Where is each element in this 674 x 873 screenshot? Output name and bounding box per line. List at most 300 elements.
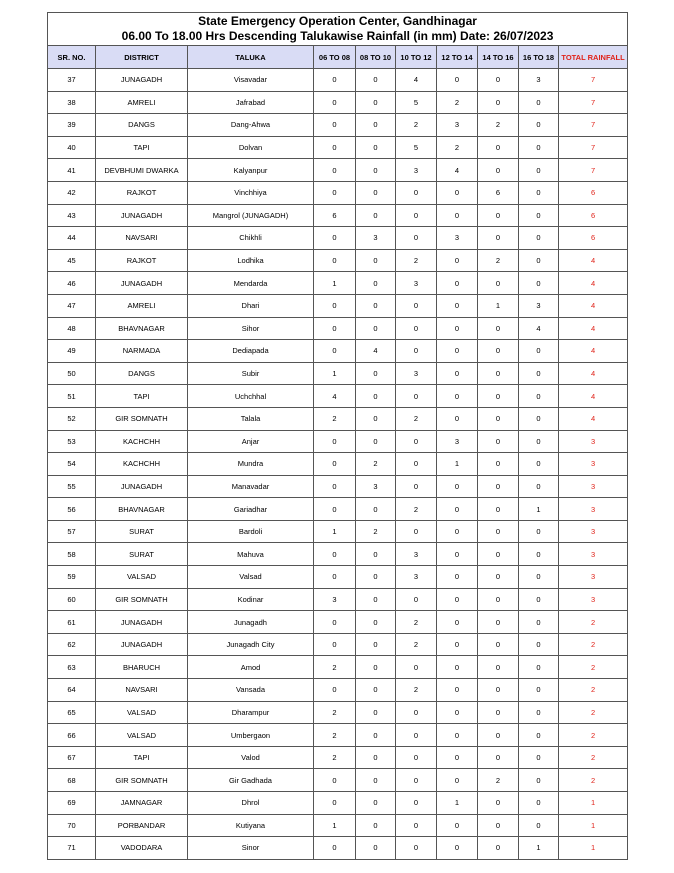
total-rainfall-cell: 2 — [559, 679, 628, 702]
h14-16-cell: 0 — [478, 69, 519, 92]
h14-16-cell: 2 — [478, 114, 519, 137]
h16-18-cell: 0 — [519, 453, 559, 476]
h06-08-cell: 1 — [314, 814, 356, 837]
sr-no-cell: 55 — [48, 475, 96, 498]
rainfall-report — [47, 12, 627, 860]
h16-18-cell: 0 — [519, 656, 559, 679]
sr-no-cell: 58 — [48, 543, 96, 566]
sr-no-cell: 45 — [48, 249, 96, 272]
h10-12-cell: 0 — [396, 227, 437, 250]
h14-16-cell: 0 — [478, 611, 519, 634]
h12-14-cell: 1 — [437, 792, 478, 815]
h12-14-cell: 0 — [437, 769, 478, 792]
table-row — [48, 588, 628, 611]
h14-16-cell: 0 — [478, 272, 519, 295]
district-cell: SURAT — [96, 520, 188, 543]
h12-14-cell: 0 — [437, 656, 478, 679]
taluka-cell: Amod — [188, 656, 314, 679]
sr-no-cell: 67 — [48, 746, 96, 769]
h08-10-cell: 0 — [356, 136, 396, 159]
h16-18-cell: 0 — [519, 91, 559, 114]
h06-08-cell: 0 — [314, 566, 356, 589]
table-row — [48, 159, 628, 182]
district-cell: DANGS — [96, 114, 188, 137]
h16-18-cell: 1 — [519, 498, 559, 521]
sr-no-cell: 41 — [48, 159, 96, 182]
table-row — [48, 407, 628, 430]
h06-08-cell: 0 — [314, 136, 356, 159]
sr-no-cell: 63 — [48, 656, 96, 679]
taluka-cell: Kodinar — [188, 588, 314, 611]
h08-10-cell: 0 — [356, 769, 396, 792]
total-rainfall-cell: 4 — [559, 340, 628, 363]
district-cell: JAMNAGAR — [96, 792, 188, 815]
h12-14-cell: 0 — [437, 317, 478, 340]
h06-08-cell: 0 — [314, 498, 356, 521]
h12-14-cell: 0 — [437, 520, 478, 543]
h16-18-cell: 0 — [519, 385, 559, 408]
sr-no-cell: 52 — [48, 407, 96, 430]
total-rainfall-cell: 3 — [559, 498, 628, 521]
h16-18-cell: 1 — [519, 837, 559, 860]
h08-10-cell: 0 — [356, 656, 396, 679]
district-cell: GIR SOMNATH — [96, 588, 188, 611]
district-cell: JUNAGADH — [96, 204, 188, 227]
h16-18-cell: 4 — [519, 317, 559, 340]
header-16-to-18: 16 TO 18 — [519, 46, 559, 69]
total-rainfall-cell: 4 — [559, 407, 628, 430]
h06-08-cell: 0 — [314, 543, 356, 566]
h06-08-cell: 0 — [314, 249, 356, 272]
h14-16-cell: 0 — [478, 204, 519, 227]
table-row — [48, 69, 628, 92]
district-cell: VALSAD — [96, 566, 188, 589]
h06-08-cell: 3 — [314, 588, 356, 611]
district-cell: PORBANDAR — [96, 814, 188, 837]
total-rainfall-cell: 3 — [559, 453, 628, 476]
taluka-cell: Umbergaon — [188, 724, 314, 747]
title-line-2: 06.00 To 18.00 Hrs Descending Talukawise Rainfall (in mm) Date: 26/07/2023 — [121, 29, 554, 43]
total-rainfall-cell: 2 — [559, 701, 628, 724]
h06-08-cell: 0 — [314, 453, 356, 476]
h08-10-cell: 0 — [356, 679, 396, 702]
h14-16-cell: 0 — [478, 520, 519, 543]
header-district: DISTRICT — [96, 46, 188, 69]
sr-no-cell: 70 — [48, 814, 96, 837]
table-row — [48, 204, 628, 227]
h12-14-cell: 0 — [437, 385, 478, 408]
sr-no-cell: 50 — [48, 362, 96, 385]
h06-08-cell: 0 — [314, 679, 356, 702]
table-row — [48, 362, 628, 385]
h14-16-cell: 0 — [478, 543, 519, 566]
taluka-cell: Gir Gadhada — [188, 769, 314, 792]
h06-08-cell: 0 — [314, 227, 356, 250]
h16-18-cell: 0 — [519, 407, 559, 430]
h08-10-cell: 3 — [356, 227, 396, 250]
sr-no-cell: 39 — [48, 114, 96, 137]
h08-10-cell: 0 — [356, 701, 396, 724]
h10-12-cell: 2 — [396, 633, 437, 656]
total-rainfall-cell: 3 — [559, 475, 628, 498]
sr-no-cell: 44 — [48, 227, 96, 250]
total-rainfall-cell: 3 — [559, 588, 628, 611]
h14-16-cell: 1 — [478, 294, 519, 317]
h12-14-cell: 0 — [437, 611, 478, 634]
h10-12-cell: 0 — [396, 430, 437, 453]
h12-14-cell: 0 — [437, 543, 478, 566]
table-row — [48, 181, 628, 204]
district-cell: VADODARA — [96, 837, 188, 860]
table-row — [48, 227, 628, 250]
h16-18-cell: 0 — [519, 181, 559, 204]
total-rainfall-cell: 6 — [559, 181, 628, 204]
total-rainfall-cell: 4 — [559, 294, 628, 317]
total-rainfall-cell: 2 — [559, 769, 628, 792]
district-cell: GIR SOMNATH — [96, 769, 188, 792]
district-cell: BHAVNAGAR — [96, 498, 188, 521]
table-row — [48, 520, 628, 543]
sr-no-cell: 61 — [48, 611, 96, 634]
h06-08-cell: 2 — [314, 407, 356, 430]
h16-18-cell: 0 — [519, 566, 559, 589]
h10-12-cell: 0 — [396, 520, 437, 543]
h08-10-cell: 0 — [356, 249, 396, 272]
taluka-cell: Jafrabad — [188, 91, 314, 114]
taluka-cell: Gariadhar — [188, 498, 314, 521]
h10-12-cell: 3 — [396, 159, 437, 182]
total-rainfall-cell: 4 — [559, 272, 628, 295]
h10-12-cell: 0 — [396, 814, 437, 837]
sr-no-cell: 42 — [48, 181, 96, 204]
rainfall-table — [47, 12, 628, 860]
sr-no-cell: 54 — [48, 453, 96, 476]
district-cell: JUNAGADH — [96, 272, 188, 295]
total-rainfall-cell: 7 — [559, 114, 628, 137]
h16-18-cell: 0 — [519, 136, 559, 159]
h08-10-cell: 4 — [356, 340, 396, 363]
h06-08-cell: 0 — [314, 611, 356, 634]
h06-08-cell: 0 — [314, 475, 356, 498]
h14-16-cell: 0 — [478, 814, 519, 837]
total-rainfall-cell: 6 — [559, 227, 628, 250]
district-cell: SURAT — [96, 543, 188, 566]
h08-10-cell: 0 — [356, 91, 396, 114]
h16-18-cell: 0 — [519, 272, 559, 295]
h06-08-cell: 0 — [314, 633, 356, 656]
district-cell: NAVSARI — [96, 227, 188, 250]
h14-16-cell: 0 — [478, 136, 519, 159]
h10-12-cell: 2 — [396, 498, 437, 521]
table-row — [48, 430, 628, 453]
h16-18-cell: 0 — [519, 701, 559, 724]
h06-08-cell: 0 — [314, 91, 356, 114]
h10-12-cell: 0 — [396, 204, 437, 227]
h16-18-cell: 0 — [519, 588, 559, 611]
h08-10-cell: 0 — [356, 814, 396, 837]
sr-no-cell: 40 — [48, 136, 96, 159]
h06-08-cell: 4 — [314, 385, 356, 408]
h14-16-cell: 0 — [478, 407, 519, 430]
district-cell: BHARUCH — [96, 656, 188, 679]
h10-12-cell: 3 — [396, 362, 437, 385]
taluka-cell: Subir — [188, 362, 314, 385]
h10-12-cell: 0 — [396, 701, 437, 724]
h16-18-cell: 0 — [519, 475, 559, 498]
taluka-cell: Mundra — [188, 453, 314, 476]
report-title — [48, 13, 628, 46]
district-cell: RAJKOT — [96, 249, 188, 272]
h06-08-cell: 2 — [314, 701, 356, 724]
table-row — [48, 543, 628, 566]
total-rainfall-cell: 2 — [559, 724, 628, 747]
h06-08-cell: 0 — [314, 159, 356, 182]
h06-08-cell: 1 — [314, 520, 356, 543]
sr-no-cell: 65 — [48, 701, 96, 724]
h10-12-cell: 3 — [396, 543, 437, 566]
table-row — [48, 317, 628, 340]
h06-08-cell: 2 — [314, 724, 356, 747]
h12-14-cell: 0 — [437, 362, 478, 385]
district-cell: TAPI — [96, 385, 188, 408]
taluka-cell: Dharampur — [188, 701, 314, 724]
sr-no-cell: 59 — [48, 566, 96, 589]
h10-12-cell: 0 — [396, 453, 437, 476]
h08-10-cell: 0 — [356, 724, 396, 747]
h06-08-cell: 1 — [314, 362, 356, 385]
h12-14-cell: 3 — [437, 430, 478, 453]
table-row — [48, 498, 628, 521]
table-row — [48, 792, 628, 815]
h12-14-cell: 0 — [437, 701, 478, 724]
h06-08-cell: 6 — [314, 204, 356, 227]
h08-10-cell: 0 — [356, 204, 396, 227]
sr-no-cell: 56 — [48, 498, 96, 521]
h06-08-cell: 0 — [314, 837, 356, 860]
h14-16-cell: 0 — [478, 498, 519, 521]
h14-16-cell: 0 — [478, 91, 519, 114]
taluka-cell: Junagadh — [188, 611, 314, 634]
h14-16-cell: 0 — [478, 746, 519, 769]
total-rainfall-cell: 1 — [559, 792, 628, 815]
h14-16-cell: 2 — [478, 769, 519, 792]
h16-18-cell: 0 — [519, 159, 559, 182]
h16-18-cell: 0 — [519, 724, 559, 747]
h08-10-cell: 0 — [356, 611, 396, 634]
taluka-cell: Kutiyana — [188, 814, 314, 837]
header-14-to-16: 14 TO 16 — [478, 46, 519, 69]
h16-18-cell: 0 — [519, 746, 559, 769]
district-cell: JUNAGADH — [96, 69, 188, 92]
h12-14-cell: 2 — [437, 91, 478, 114]
h14-16-cell: 0 — [478, 588, 519, 611]
h10-12-cell: 0 — [396, 475, 437, 498]
h12-14-cell: 3 — [437, 227, 478, 250]
h16-18-cell: 3 — [519, 294, 559, 317]
h16-18-cell: 0 — [519, 792, 559, 815]
h08-10-cell: 0 — [356, 114, 396, 137]
district-cell: AMRELI — [96, 294, 188, 317]
h10-12-cell: 2 — [396, 407, 437, 430]
district-cell: JUNAGADH — [96, 633, 188, 656]
h16-18-cell: 0 — [519, 362, 559, 385]
table-row — [48, 611, 628, 634]
h08-10-cell: 0 — [356, 633, 396, 656]
total-rainfall-cell: 4 — [559, 317, 628, 340]
header-08-to-10: 08 TO 10 — [356, 46, 396, 69]
total-rainfall-cell: 2 — [559, 746, 628, 769]
table-row — [48, 656, 628, 679]
total-rainfall-cell: 7 — [559, 159, 628, 182]
total-rainfall-cell: 4 — [559, 385, 628, 408]
h10-12-cell: 2 — [396, 114, 437, 137]
district-cell: DANGS — [96, 362, 188, 385]
h16-18-cell: 0 — [519, 227, 559, 250]
district-cell: AMRELI — [96, 91, 188, 114]
table-row — [48, 294, 628, 317]
h16-18-cell: 0 — [519, 520, 559, 543]
header-12-to-14: 12 TO 14 — [437, 46, 478, 69]
taluka-cell: Bardoli — [188, 520, 314, 543]
h08-10-cell: 0 — [356, 362, 396, 385]
h10-12-cell: 0 — [396, 769, 437, 792]
table-row — [48, 249, 628, 272]
table-row — [48, 453, 628, 476]
total-rainfall-cell: 7 — [559, 136, 628, 159]
h16-18-cell: 0 — [519, 679, 559, 702]
table-row — [48, 633, 628, 656]
h10-12-cell: 5 — [396, 136, 437, 159]
taluka-cell: Kalyanpur — [188, 159, 314, 182]
district-cell: KACHCHH — [96, 430, 188, 453]
h10-12-cell: 5 — [396, 91, 437, 114]
table-row — [48, 340, 628, 363]
total-rainfall-cell: 7 — [559, 91, 628, 114]
h12-14-cell: 0 — [437, 69, 478, 92]
h08-10-cell: 2 — [356, 520, 396, 543]
district-cell: VALSAD — [96, 701, 188, 724]
taluka-cell: Valod — [188, 746, 314, 769]
table-row — [48, 385, 628, 408]
sr-no-cell: 53 — [48, 430, 96, 453]
district-cell: KACHCHH — [96, 453, 188, 476]
district-cell: GIR SOMNATH — [96, 407, 188, 430]
h10-12-cell: 0 — [396, 294, 437, 317]
h08-10-cell: 0 — [356, 543, 396, 566]
table-row — [48, 724, 628, 747]
district-cell: JUNAGADH — [96, 475, 188, 498]
district-cell: TAPI — [96, 136, 188, 159]
h06-08-cell: 0 — [314, 294, 356, 317]
sr-no-cell: 68 — [48, 769, 96, 792]
h14-16-cell: 6 — [478, 181, 519, 204]
h10-12-cell: 4 — [396, 69, 437, 92]
sr-no-cell: 47 — [48, 294, 96, 317]
h12-14-cell: 0 — [437, 204, 478, 227]
h06-08-cell: 0 — [314, 430, 356, 453]
sr-no-cell: 66 — [48, 724, 96, 747]
total-rainfall-cell: 2 — [559, 656, 628, 679]
h12-14-cell: 3 — [437, 114, 478, 137]
taluka-cell: Vansada — [188, 679, 314, 702]
table-row — [48, 114, 628, 137]
total-rainfall-cell: 3 — [559, 543, 628, 566]
h10-12-cell: 0 — [396, 340, 437, 363]
h14-16-cell: 0 — [478, 227, 519, 250]
h10-12-cell: 2 — [396, 679, 437, 702]
h12-14-cell: 0 — [437, 181, 478, 204]
h10-12-cell: 0 — [396, 656, 437, 679]
h08-10-cell: 3 — [356, 475, 396, 498]
h12-14-cell: 0 — [437, 475, 478, 498]
h16-18-cell: 0 — [519, 114, 559, 137]
h12-14-cell: 2 — [437, 136, 478, 159]
district-cell: TAPI — [96, 746, 188, 769]
taluka-cell: Dediapada — [188, 340, 314, 363]
taluka-cell: Uchchhal — [188, 385, 314, 408]
h14-16-cell: 0 — [478, 430, 519, 453]
h06-08-cell: 0 — [314, 340, 356, 363]
h08-10-cell: 0 — [356, 498, 396, 521]
h08-10-cell: 0 — [356, 385, 396, 408]
h14-16-cell: 0 — [478, 340, 519, 363]
h06-08-cell: 0 — [314, 769, 356, 792]
h08-10-cell: 0 — [356, 317, 396, 340]
h12-14-cell: 0 — [437, 272, 478, 295]
h16-18-cell: 0 — [519, 249, 559, 272]
h12-14-cell: 0 — [437, 249, 478, 272]
h12-14-cell: 0 — [437, 724, 478, 747]
sr-no-cell: 49 — [48, 340, 96, 363]
table-row — [48, 91, 628, 114]
h14-16-cell: 0 — [478, 362, 519, 385]
h16-18-cell: 0 — [519, 340, 559, 363]
total-rainfall-cell: 4 — [559, 362, 628, 385]
h14-16-cell: 0 — [478, 566, 519, 589]
taluka-cell: Chikhli — [188, 227, 314, 250]
h10-12-cell: 0 — [396, 724, 437, 747]
h12-14-cell: 0 — [437, 679, 478, 702]
h08-10-cell: 0 — [356, 272, 396, 295]
h14-16-cell: 0 — [478, 633, 519, 656]
taluka-cell: Vinchhiya — [188, 181, 314, 204]
h10-12-cell: 2 — [396, 611, 437, 634]
district-cell: JUNAGADH — [96, 611, 188, 634]
h06-08-cell: 2 — [314, 746, 356, 769]
table-row — [48, 837, 628, 860]
h12-14-cell: 0 — [437, 294, 478, 317]
taluka-cell: Dang-Ahwa — [188, 114, 314, 137]
sr-no-cell: 71 — [48, 837, 96, 860]
h08-10-cell: 0 — [356, 407, 396, 430]
taluka-cell: Mahuva — [188, 543, 314, 566]
h14-16-cell: 0 — [478, 724, 519, 747]
total-rainfall-cell: 6 — [559, 204, 628, 227]
taluka-cell: Manavadar — [188, 475, 314, 498]
taluka-cell: Mendarda — [188, 272, 314, 295]
district-cell: VALSAD — [96, 724, 188, 747]
table-row — [48, 769, 628, 792]
total-rainfall-cell: 2 — [559, 611, 628, 634]
h12-14-cell: 0 — [437, 814, 478, 837]
table-row — [48, 701, 628, 724]
h08-10-cell: 0 — [356, 69, 396, 92]
h14-16-cell: 0 — [478, 701, 519, 724]
district-cell: NAVSARI — [96, 679, 188, 702]
total-rainfall-cell: 3 — [559, 520, 628, 543]
sr-no-cell: 62 — [48, 633, 96, 656]
taluka-cell: Dhrol — [188, 792, 314, 815]
